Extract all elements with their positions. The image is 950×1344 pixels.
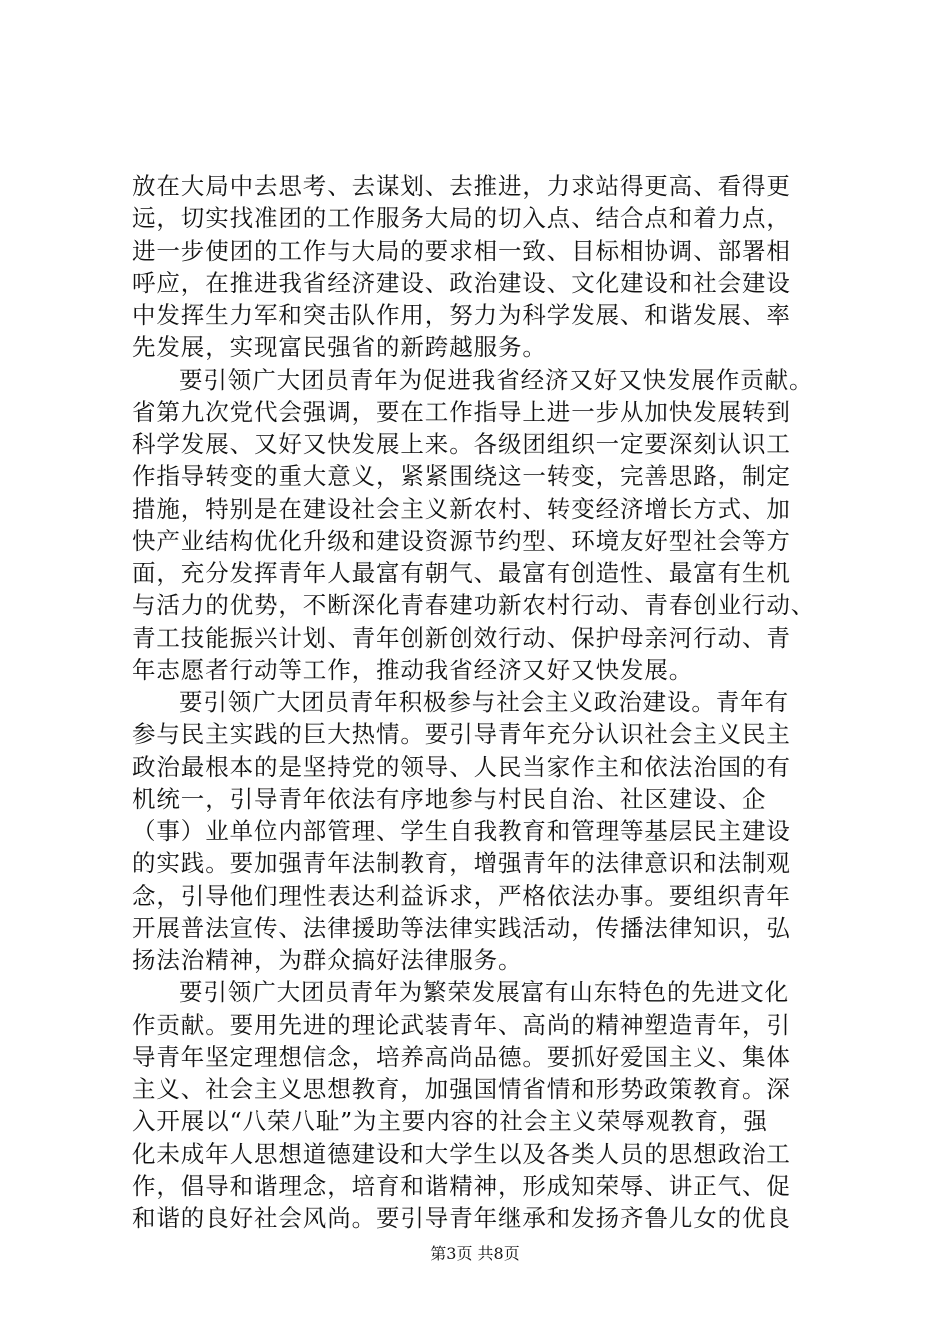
text-line: 年志愿者行动等工作，推动我省经济又好又快发展。 [132,655,694,684]
text-line: 放在大局中去思考、去谋划、去推进，力求站得更高、看得更 [132,172,791,200]
text-line: 主义、社会主义思想教育，加强国情省情和形势政策教育。深 [132,1075,791,1103]
text-line: 作贡献。要用先进的理论武装青年、高尚的精神塑造青年，引 [132,1010,791,1039]
text-line: 开展普法宣传、法律援助等法律实践活动，传播法律知识，弘 [132,913,791,942]
text-line: 省第九次党代会强调，要在工作指导上进一步从加快发展转到 [132,397,791,426]
text-line: 导青年坚定理想信念，培养高尚品德。要抓好爱国主义、集体 [132,1042,791,1071]
text-line: 面，充分发挥青年人最富有朝气、最富有创造性、最富有生机 [132,559,791,587]
page-number-footer: 第3页 共8页 [430,1244,520,1263]
text-line: 入开展以“八荣八耻”为主要内容的社会主义荣辱观教育，强 [132,1107,768,1136]
text-line: 参与民主实践的巨大热情。要引导青年充分认识社会主义民主 [132,720,791,749]
text-line: 青工技能振兴计划、青年创新创效行动、保护母亲河行动、青 [132,623,791,652]
text-line: （事）业单位内部管理、学生自我教育和管理等基层民主建设 [132,817,791,845]
text-line: 措施，特别是在建设社会主义新农村、转变经济增长方式、加 [132,494,791,523]
text-line: 作指导转变的重大意义，紧紧围绕这一转变，完善思路，制定 [132,462,791,491]
text-line: 中发挥生力军和突击队作用，努力为科学发展、和谐发展、率 [132,301,791,329]
text-line: 快产业结构优化升级和建设资源节约型、环境友好型社会等方 [132,526,791,555]
text-line: 机统一，引导青年依法有序地参与村民自治、社区建设、企 [132,784,767,813]
text-line: 要引领广大团员青年积极参与社会主义政治建设。青年有 [179,688,789,716]
text-line: 要引领广大团员青年为促进我省经济又好又快发展作贡献。 [179,365,814,394]
text-line: 政治最根本的是坚持党的领导、人民当家作主和依法治国的有 [132,752,791,781]
text-line: 要引领广大团员青年为繁荣发展富有山东特色的先进文化 [179,978,789,1007]
text-line: 进一步使团的工作与大局的要求相一致、目标相协调、部署相 [132,236,791,265]
text-line: 远，切实找准团的工作服务大局的切入点、结合点和着力点， [132,204,791,233]
text-line: 呼应，在推进我省经济建设、政治建设、文化建设和社会建设 [132,268,791,297]
text-line: 作，倡导和谐理念，培育和谐精神，形成知荣辱、讲正气、促 [132,1171,791,1200]
text-line: 科学发展、又好又快发展上来。各级团组织一定要深刻认识工 [132,430,791,458]
text-line: 扬法治精神，为群众搞好法律服务。 [132,946,523,974]
text-line: 的实践。要加强青年法制教育，增强青年的法律意识和法制观 [132,849,791,878]
text-line: 和谐的良好社会风尚。要引导青年继承和发扬齐鲁儿女的优良 [132,1204,791,1232]
text-line: 先发展，实现富民强省的新跨越服务。 [132,333,547,362]
document-body [132,170,832,1234]
text-line: 念，引导他们理性表达利益诉求，严格依法办事。要组织青年 [132,881,791,910]
text-line: 与活力的优势，不断深化青春建功新农村行动、青春创业行动、 [132,591,816,620]
text-line: 化未成年人思想道德建设和大学生以及各类人员的思想政治工 [132,1139,791,1168]
